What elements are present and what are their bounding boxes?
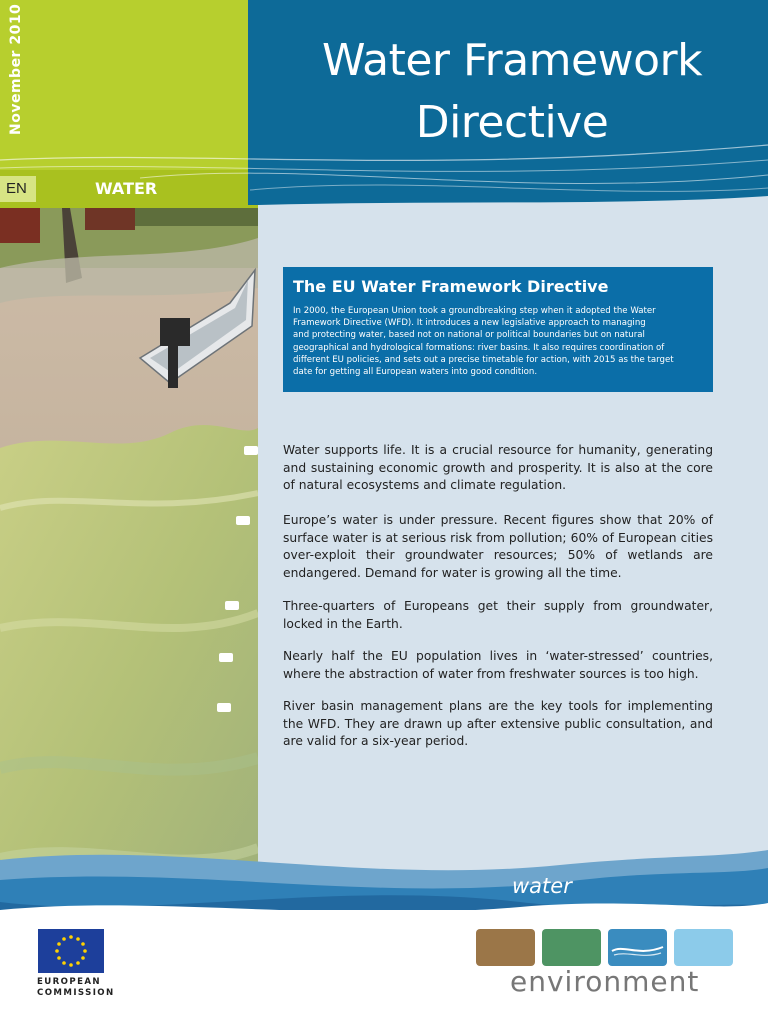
lakeshore-boat-photo [0, 208, 258, 928]
intro-heading: The EU Water Framework Directive [293, 277, 609, 296]
bullet-point: Three-quarters of Europeans get their supply from groundwater, locked in the Earth. [283, 599, 713, 631]
intro-line: and protecting water, based not on national or political boundaries but on natural [293, 330, 645, 341]
eu-flag-icon [38, 929, 104, 973]
page-title [262, 30, 762, 154]
language-badge[interactable]: EN [0, 176, 36, 202]
intro-line: geographical and hydrological formations: river basins. It also requires coordination of [293, 342, 665, 353]
bullet-marker [244, 446, 258, 455]
publication-date: November 2010 [8, 3, 24, 135]
bullet-point: Nearly half the EU population lives in ‘water-stressed’ countries, where the abstraction of water from freshwater sources is too high. [283, 649, 713, 681]
footer-wave-edge [0, 895, 768, 925]
bullet-marker [217, 703, 231, 712]
intro-body [293, 305, 703, 378]
water-label: water [512, 874, 572, 898]
intro-line: Framework Directive (WFD). It introduces a new legislative approach to managing [293, 318, 646, 329]
water-tile-icon [608, 929, 667, 966]
air-tile-icon [674, 929, 733, 966]
intro-line: In 2000, the European Union took a groundbreaking step when it adopted the Water [293, 306, 656, 316]
land-tile-icon [542, 929, 601, 966]
bullet-marker [236, 516, 250, 525]
bullet-marker [225, 601, 239, 610]
bullet-marker [219, 653, 233, 662]
intro-box [283, 267, 713, 392]
title-line-1: Water Framework [321, 35, 703, 86]
intro-line: different EU policies, and sets out a precise timetable for action, with 2015 as the target [293, 354, 674, 365]
environment-label: environment [510, 965, 700, 998]
earth-tile-icon [476, 929, 535, 966]
eu-label-line-2: COMMISSION [37, 988, 115, 998]
bullet-point: Europe’s water is under pressure. Recent figures show that 20% of surface water is at serious risk from pollution; 60% of European cities over-exploit their groundwater resources; 50% of wetlands are endangered. Demand for water is growing all the time. [283, 513, 713, 580]
eu-label-line-1: EUROPEAN [37, 977, 101, 987]
title-line-2: Directive [415, 97, 609, 148]
intro-line: date for getting all European waters into good condition. [293, 367, 538, 378]
bullet-point: Water supports life. It is a crucial resource for humanity, generating and sustaining economic growth and prosperity. It is also at the core of natural ecosystems and climate regulation. [283, 443, 713, 492]
theme-label: WATER [95, 179, 158, 198]
bullet-point: River basin management plans are the key tools for implementing the WFD. They are drawn up after extensive public consultation, and are valid for a six-year period. [283, 699, 713, 748]
